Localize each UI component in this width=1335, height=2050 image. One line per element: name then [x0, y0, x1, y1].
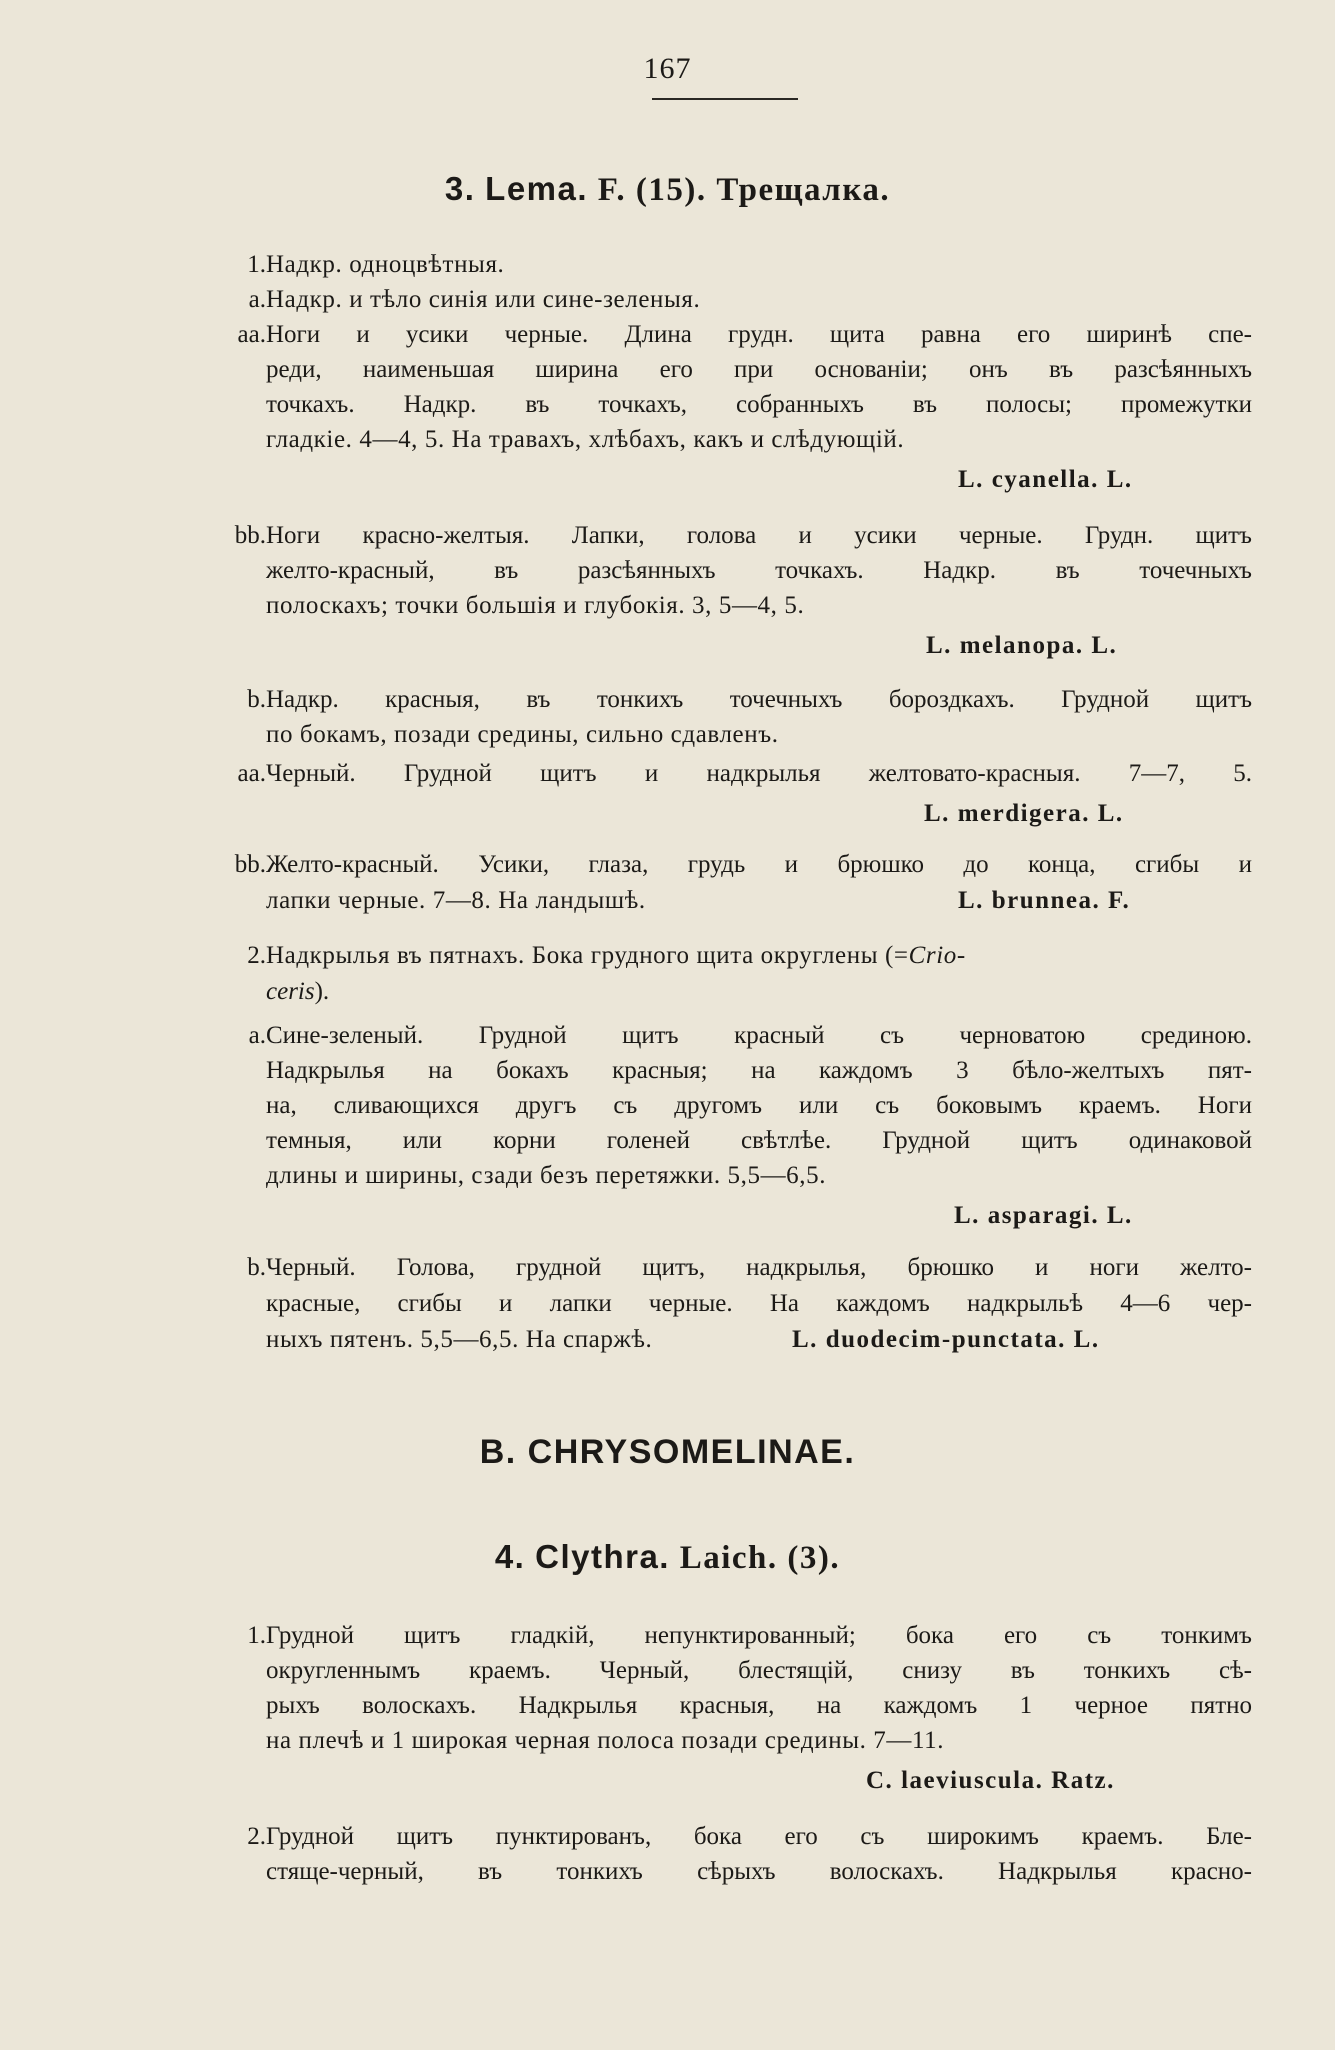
heading-genus: Lema. [485, 170, 589, 207]
line-label: 1. [247, 1622, 266, 1649]
text-line [202, 1653, 1252, 1689]
text-line [202, 352, 1252, 388]
text-line [202, 1618, 1252, 1654]
line-text: Надкр. красныя, въ тонкихъ точечныхъ бороздкахъ. Грудной щитъ [266, 686, 1252, 713]
text-line [202, 1250, 1252, 1286]
line-text: реди, наименьшая ширина его при основаніи; онъ въ разсѣянныхъ [266, 356, 1252, 383]
line-text: Грудной щитъ гладкій, непунктированный; бока его съ тонкимъ [266, 1622, 1252, 1649]
line-text: по бокамъ, позади средины, сильно сдавленъ. [266, 721, 779, 748]
line-text: Желто-красный. Усики, глаза, грудь и брюшко до конца, сгибы и [266, 851, 1252, 878]
text-line [202, 317, 1252, 353]
line-label: bb. [234, 851, 266, 878]
heading-rest: Laich. (3). [679, 1540, 841, 1576]
line-text: темныя, или корни голеней свѣтлѣе. Грудной щитъ одинаковой [266, 1127, 1252, 1154]
text-line [202, 247, 1252, 283]
line-text: рыхъ волоскахъ. Надкрылья красныя, на каждомъ 1 черное пятно [266, 1692, 1252, 1719]
text-line [202, 422, 1252, 458]
line-text: Надкрылья на бокахъ красныя; на каждомъ 3 бѣло-желтыхъ пят- [266, 1057, 1252, 1084]
line-label: a. [248, 1022, 266, 1049]
heading-number: 4. [494, 1538, 526, 1575]
line-text: Ноги и усики черные. Длина грудн. щита равна его ширинѣ спе- [266, 321, 1252, 348]
text-line [202, 1018, 1252, 1054]
text-line [202, 282, 1252, 318]
line-text: точкахъ. Надкр. въ точкахъ, собранныхъ въ полосы; промежутки [266, 391, 1252, 418]
text-line [202, 518, 1252, 554]
line-text: стяще-черный, въ тонкихъ сѣрыхъ волоскахъ. Надкрылья красно- [266, 1858, 1252, 1885]
genus-heading-lema [0, 170, 1335, 209]
line-text: Черный. Грудной щитъ и надкрылья желтовато-красныя. 7—7, 5. [266, 760, 1252, 787]
line-text: на, сливающихся другъ съ другомъ или съ боковымъ краемъ. Ноги [266, 1092, 1252, 1119]
text-line [202, 1088, 1252, 1124]
species-name-cyanella: L. cyanella. L. [958, 466, 1133, 493]
text-line [202, 588, 1252, 624]
text-line [202, 847, 1252, 883]
line-text: Надкрылья въ пятнахъ. Бока грудного щита округлены (=Crio- [266, 942, 966, 969]
heading-genus: Clythra. [535, 1538, 670, 1575]
text-line [202, 553, 1252, 589]
text-line [202, 938, 1252, 974]
text-line [202, 682, 1252, 718]
text-line [202, 1158, 1252, 1194]
text-line [202, 974, 1252, 1010]
line-label: a. [248, 286, 266, 313]
text-line [202, 1053, 1252, 1089]
species-name-laeviuscula: C. laeviuscula. Ratz. [866, 1767, 1115, 1794]
line-text: округленнымъ краемъ. Черный, блестящій, снизу въ тонкихъ сѣ- [266, 1657, 1252, 1684]
genus-heading-clythra [0, 1538, 1335, 1577]
line-text: красные, сгибы и лапки черные. На каждомъ надкрыльѣ 4—6 чер- [266, 1290, 1252, 1317]
text-line [202, 717, 1252, 753]
line-text: длины и ширины, сзади безъ перетяжки. 5,5—6,5. [266, 1162, 827, 1189]
line-text: лапки черные. 7—8. На ландышѣ. [266, 887, 646, 914]
species-name-merdigera: L. merdigera. L. [924, 800, 1124, 827]
text-line [202, 1123, 1252, 1159]
line-text: полоскахъ; точки большія и глубокія. 3, 5—4, 5. [266, 592, 805, 619]
line-label: b. [247, 686, 266, 713]
text-line [202, 1286, 1252, 1322]
text-line [202, 756, 1252, 792]
line-label: 2. [247, 942, 266, 969]
line-text: Сине-зеленый. Грудной щитъ красный съ черноватою срединою. [266, 1022, 1252, 1049]
italic-crioceris-1: Crio- [908, 942, 966, 969]
species-name-duodecim-punctata: L. duodecim-punctata. L. [792, 1326, 1100, 1353]
line-text: на плечѣ и 1 широкая черная полоса позади средины. 7—11. [266, 1727, 945, 1754]
line-text: гладкіе. 4—4, 5. На травахъ, хлѣбахъ, какъ и слѣдующій. [266, 426, 905, 453]
page-number: 167 [643, 52, 692, 85]
line-label: bb. [234, 522, 266, 549]
heading-number: 3. [444, 170, 476, 207]
line-text: ныхъ пятенъ. 5,5—6,5. На спаржѣ. [266, 1326, 653, 1353]
line-text: желто-красный, въ разсѣянныхъ точкахъ. Надкр. въ точечныхъ [266, 557, 1252, 584]
line-text: Надкр. одноцвѣтныя. [266, 251, 505, 278]
page-number-rule [652, 98, 798, 100]
subfamily-heading: B. CHRYSOMELINAE. [479, 1433, 856, 1471]
text-line [202, 1688, 1252, 1724]
line-text: Грудной щитъ пунктированъ, бока его съ широкимъ краемъ. Бле- [266, 1823, 1252, 1850]
species-name-brunnea: L. brunnea. F. [958, 887, 1131, 914]
italic-crioceris-2: ceris [266, 978, 315, 1005]
line-label: b. [247, 1254, 266, 1281]
species-name-melanopa: L. melanopa. L. [926, 632, 1118, 659]
line-text: ceris). [266, 978, 330, 1005]
species-name-asparagi: L. asparagi. L. [954, 1202, 1133, 1229]
line-label: 2. [247, 1823, 266, 1850]
heading-rest: F. (15). Трещалка. [597, 172, 891, 208]
text-line [202, 1723, 1252, 1759]
line-text: Ноги красно-желтыя. Лапки, голова и усики черные. Грудн. щитъ [266, 522, 1252, 549]
line-label: aa. [237, 760, 266, 787]
line-text: Черный. Голова, грудной щитъ, надкрылья, брюшко и ноги желто- [266, 1254, 1252, 1281]
line-label: aa. [237, 321, 266, 348]
line-text: Надкр. и тѣло синія или сине-зеленыя. [266, 286, 701, 313]
text-line [202, 1819, 1252, 1855]
text-line [202, 387, 1252, 423]
text-line [202, 1854, 1252, 1890]
line-label: 1. [247, 251, 266, 278]
